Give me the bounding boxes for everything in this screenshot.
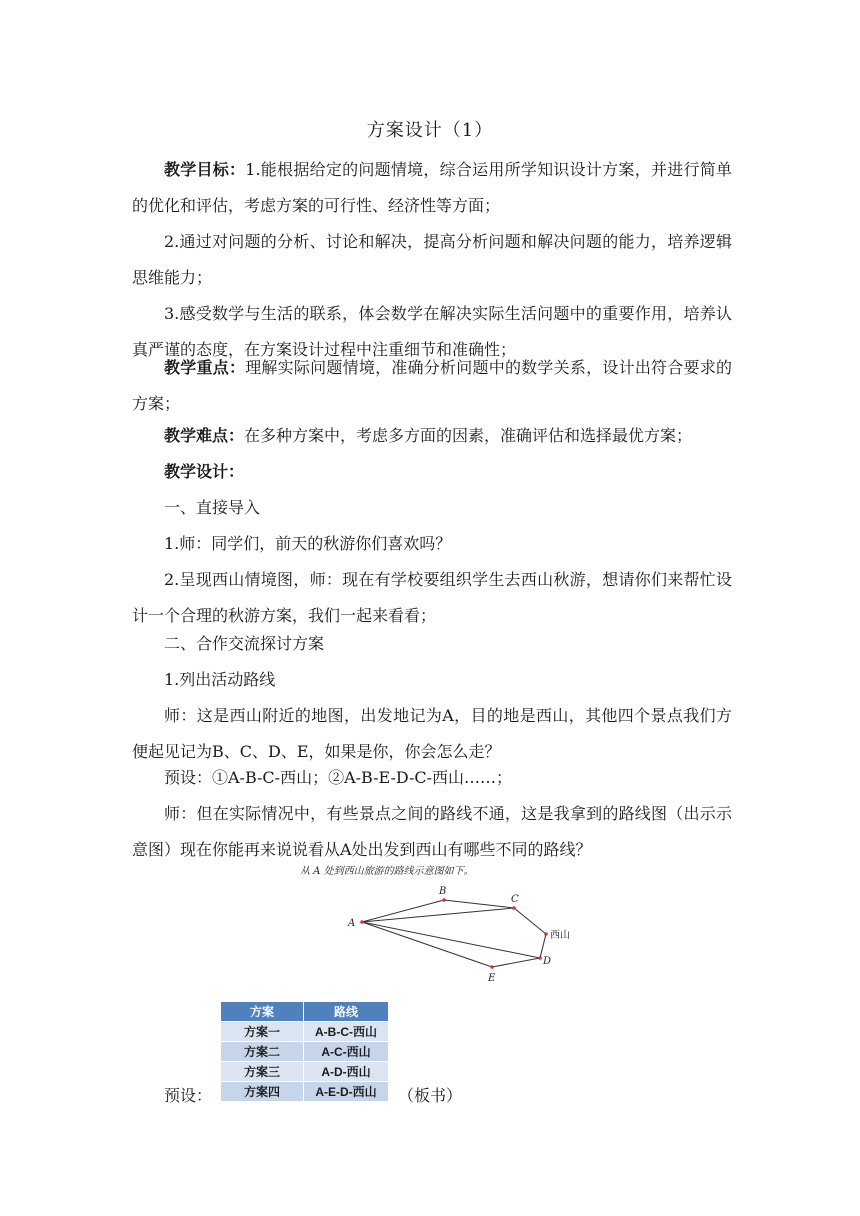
- plan-cell: 方案三: [221, 1062, 304, 1082]
- objective-1: [132, 152, 732, 224]
- route-table-header: [221, 1002, 389, 1022]
- map-caption: 从 A 处到西山旅游的路线示意图如下。: [300, 866, 474, 877]
- route-cell: A-E-D-西山: [304, 1082, 389, 1102]
- difficulty-text: 在多种方案中，考虑多方面的因素，准确评估和选择最优方案；: [244, 426, 693, 445]
- board-note: （板书）: [398, 1086, 463, 1105]
- route-lines: [362, 900, 546, 967]
- table-row: [221, 1082, 389, 1102]
- table-row: [221, 1022, 389, 1042]
- label-b: B: [439, 886, 447, 897]
- route-cell: A-B-C-西山: [304, 1022, 389, 1042]
- header-route: 路线: [304, 1002, 389, 1022]
- section2-p2: 预设：①A-B-C-西山；②A-B-E-D-C-西山……；: [164, 768, 513, 787]
- preset-label: 预设：: [164, 1086, 213, 1105]
- difficulty-label: 教学难点：: [164, 426, 245, 445]
- section1-heading: 一、直接导入: [164, 498, 261, 517]
- section1-p1: 1.师：同学们，前天的秋游你们喜欢吗？: [164, 534, 452, 553]
- section1-p2: 2.呈现西山情境图，师：现在有学校要组织学生去西山秋游，想请你们来帮忙设计一个合理的秋游方案，我们一起来看看；: [132, 570, 732, 625]
- objective-1-text: 1.能根据给定的问题情境，综合运用所学知识设计方案，并进行简单的优化和评估，考虑方案的可行性、经济性等方面；: [132, 160, 732, 215]
- objectives-label: 教学目标：: [164, 160, 246, 179]
- route-e-d: [492, 958, 540, 967]
- label-d: D: [543, 956, 552, 967]
- point-e: [490, 965, 494, 969]
- route-cell: A-C-西山: [304, 1042, 389, 1062]
- route-a-c: [362, 908, 514, 922]
- plan-cell: 方案四: [221, 1082, 304, 1102]
- header-plan: 方案: [221, 1002, 304, 1022]
- section2-sub1: 1.列出活动路线: [164, 670, 276, 689]
- key-point: [132, 350, 732, 422]
- label-e: E: [488, 973, 496, 984]
- label-xishan: 西山: [550, 930, 570, 941]
- key-point-text: 理解实际问题情境，准确分析问题中的数学关系，设计出符合要求的方案；: [132, 358, 732, 413]
- key-point-label: 教学重点：: [164, 358, 246, 377]
- route-b-c: [444, 900, 514, 908]
- label-c: C: [511, 894, 519, 905]
- objective-3: 3.感受数学与生活的联系，体会数学在解决实际生活问题中的重要作用，培养认真严谨的态度，在方案设计过程中注重细节和准确性；: [132, 304, 732, 359]
- point-b: [442, 898, 446, 902]
- route-cell: A-D-西山: [304, 1062, 389, 1082]
- design-label: 教学设计：: [164, 462, 245, 481]
- section2-p1: 师：这是西山附近的地图，出发地记为A，目的地是西山，其他四个景点我们方便起见记为B、C、D、E，如果是你，你会怎么走？: [132, 706, 732, 761]
- difficulty: [132, 418, 732, 454]
- point-c: [512, 906, 516, 910]
- plan-cell: 方案一: [221, 1022, 304, 1042]
- point-d: [538, 956, 542, 960]
- route-map-diagram: [300, 862, 590, 990]
- objective-2: 2.通过对问题的分析、讨论和解决，提高分析问题和解决问题的能力，培养逻辑思维能力；: [132, 232, 732, 287]
- table-row: [221, 1062, 389, 1082]
- plan-cell: 方案二: [221, 1042, 304, 1062]
- table-row: [221, 1042, 389, 1062]
- point-xishan: [544, 932, 548, 936]
- route-table: [220, 1001, 389, 1102]
- label-a: A: [348, 918, 356, 929]
- route-xishan-d: [540, 934, 546, 958]
- section2-heading: 二、合作交流探讨方案: [164, 634, 325, 653]
- section2-p3: 师：但在实际情况中，有些景点之间的路线不通，这是我拿到的路线图（出示示意图）现在你能再来说说看从A处出发到西山有哪些不同的路线？: [132, 804, 732, 859]
- route-points: [360, 898, 548, 969]
- point-a: [360, 920, 364, 924]
- route-c-xishan: [514, 908, 546, 934]
- page-title: 方案设计（1）: [366, 120, 494, 141]
